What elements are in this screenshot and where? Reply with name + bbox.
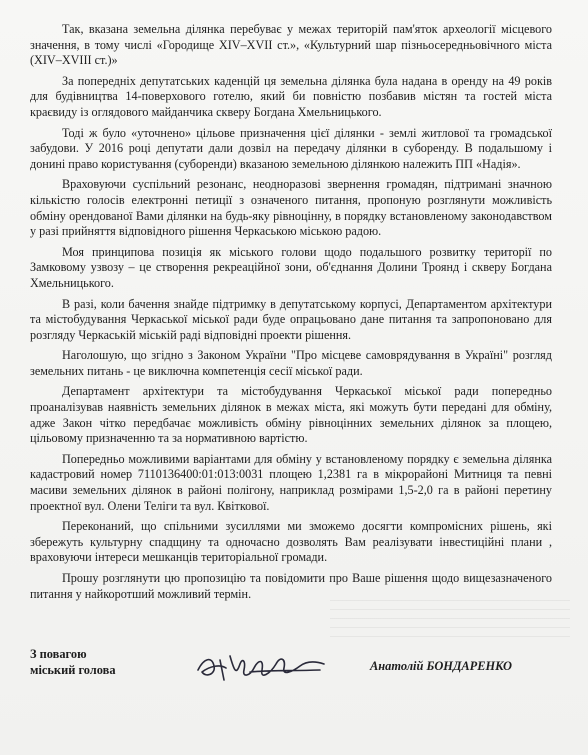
paragraph-archaeology: Так, вказана земельна ділянка перебуває у межах територій пам'яток археології місцевого значення, в тому числі «Городище XIV–XVII ст.», «Культурний шар пізньосередньовічного міста (XIV–XVIII ст.)» bbox=[30, 22, 552, 68]
paragraph-land-analysis: Департамент архітектури та містобудування Черкаської міської ради попередньо проаналізував наявність земельних ділянок в межах міста, які можуть бути передані для обміну, адже Закон чітко передбачає можливість обміну рівноцінних земельних ділянок за площею, цільовому призначенню та за нормативною вартістю. bbox=[30, 384, 552, 446]
signer-name: Анатолій БОНДАРЕНКО bbox=[370, 659, 512, 673]
paragraph-law-reference: Наголошую, що згідно з Законом України "Про місцеве самоврядування в Україні" розгляд земельних питань - це виключна компетенція сесії міської ради. bbox=[30, 348, 552, 378]
closing-regards: З повагою bbox=[30, 647, 87, 661]
paragraph-purpose-change: Тоді ж було «уточнено» цільове призначення цієї ділянки - землі житлової та громадської забудови. У 2016 році депутати дали дозвіл на передачу ділянки в суборенду. В подальшому і донині право користування (суборенди) вказаною земельною ділянкою належить ПП «Надія». bbox=[30, 125, 552, 171]
paragraph-compromise: Переконаний, що спільними зусиллями ми зможемо досягти компромісних рішень, які збережуть культурну спадщину та одночасно дозволять Вам реалізувати інвестиційні плани , враховуючи інтереси мешканців територіальної громади. bbox=[30, 519, 552, 565]
paragraph-mayor-position: Моя принципова позиція як міського голови щодо подальшого розвитку території по Замковому узвозу – це створення рекреаційної зони, об'єднання Долини Троянд і скверу Богдана Хмельницького. bbox=[30, 244, 552, 290]
paragraph-request: Прошу розглянути цю пропозицію та повідомити про Ваше рішення щодо вищезазначеного питання у найкоротший можливий термін. bbox=[30, 571, 552, 601]
closing-title: міський голова bbox=[30, 663, 116, 677]
closing-block bbox=[30, 646, 116, 678]
paragraph-exchange-proposal: Враховуючи суспільний резонанс, неодноразові звернення громадян, підтримані значною кількістю голосів електронні петиції з означеного питання, пропоную розглянути можливість обміну орендованої Вами ділянки на будь-яку рівноцінну, в порядку встановленому законодавством у разі прийняття відповідного рішення Черкаською міською радою. bbox=[30, 177, 552, 239]
paragraph-exchange-options: Попередньо можливими варіантами для обміну у встановленому порядку є земельна ділянка кадастровий номер 7110136400:01:013:0031 площею 1,2381 га в мікрорайоні Митниця та певні масиви земельних ділянок в районі полігону, наприклад розмірами 1,5-2,0 га в районі перетину проектної вул. Олени Теліги та вул. Квіткової. bbox=[30, 451, 552, 513]
handwritten-signature bbox=[190, 640, 340, 690]
paragraph-architecture-dept: В разі, коли бачення знайде підтримку в депутатському корпусі, Департаментом архітектури та містобудування Черкаської міської ради буде опрацьовано дане питання та запропоновано для розгляду Черкаській міській раді відповідні проекти рішення. bbox=[30, 296, 552, 342]
letter-body bbox=[30, 22, 552, 607]
paragraph-lease-history: За попередніх депутатських каденцій ця земельна ділянка була надана в оренду на 49 років для будівництва 14-поверхового готелю, який би повністю позбавив містян та гостей міста краєвиду із оглядового майданчика скверу Богдана Хмельницького. bbox=[30, 73, 552, 119]
